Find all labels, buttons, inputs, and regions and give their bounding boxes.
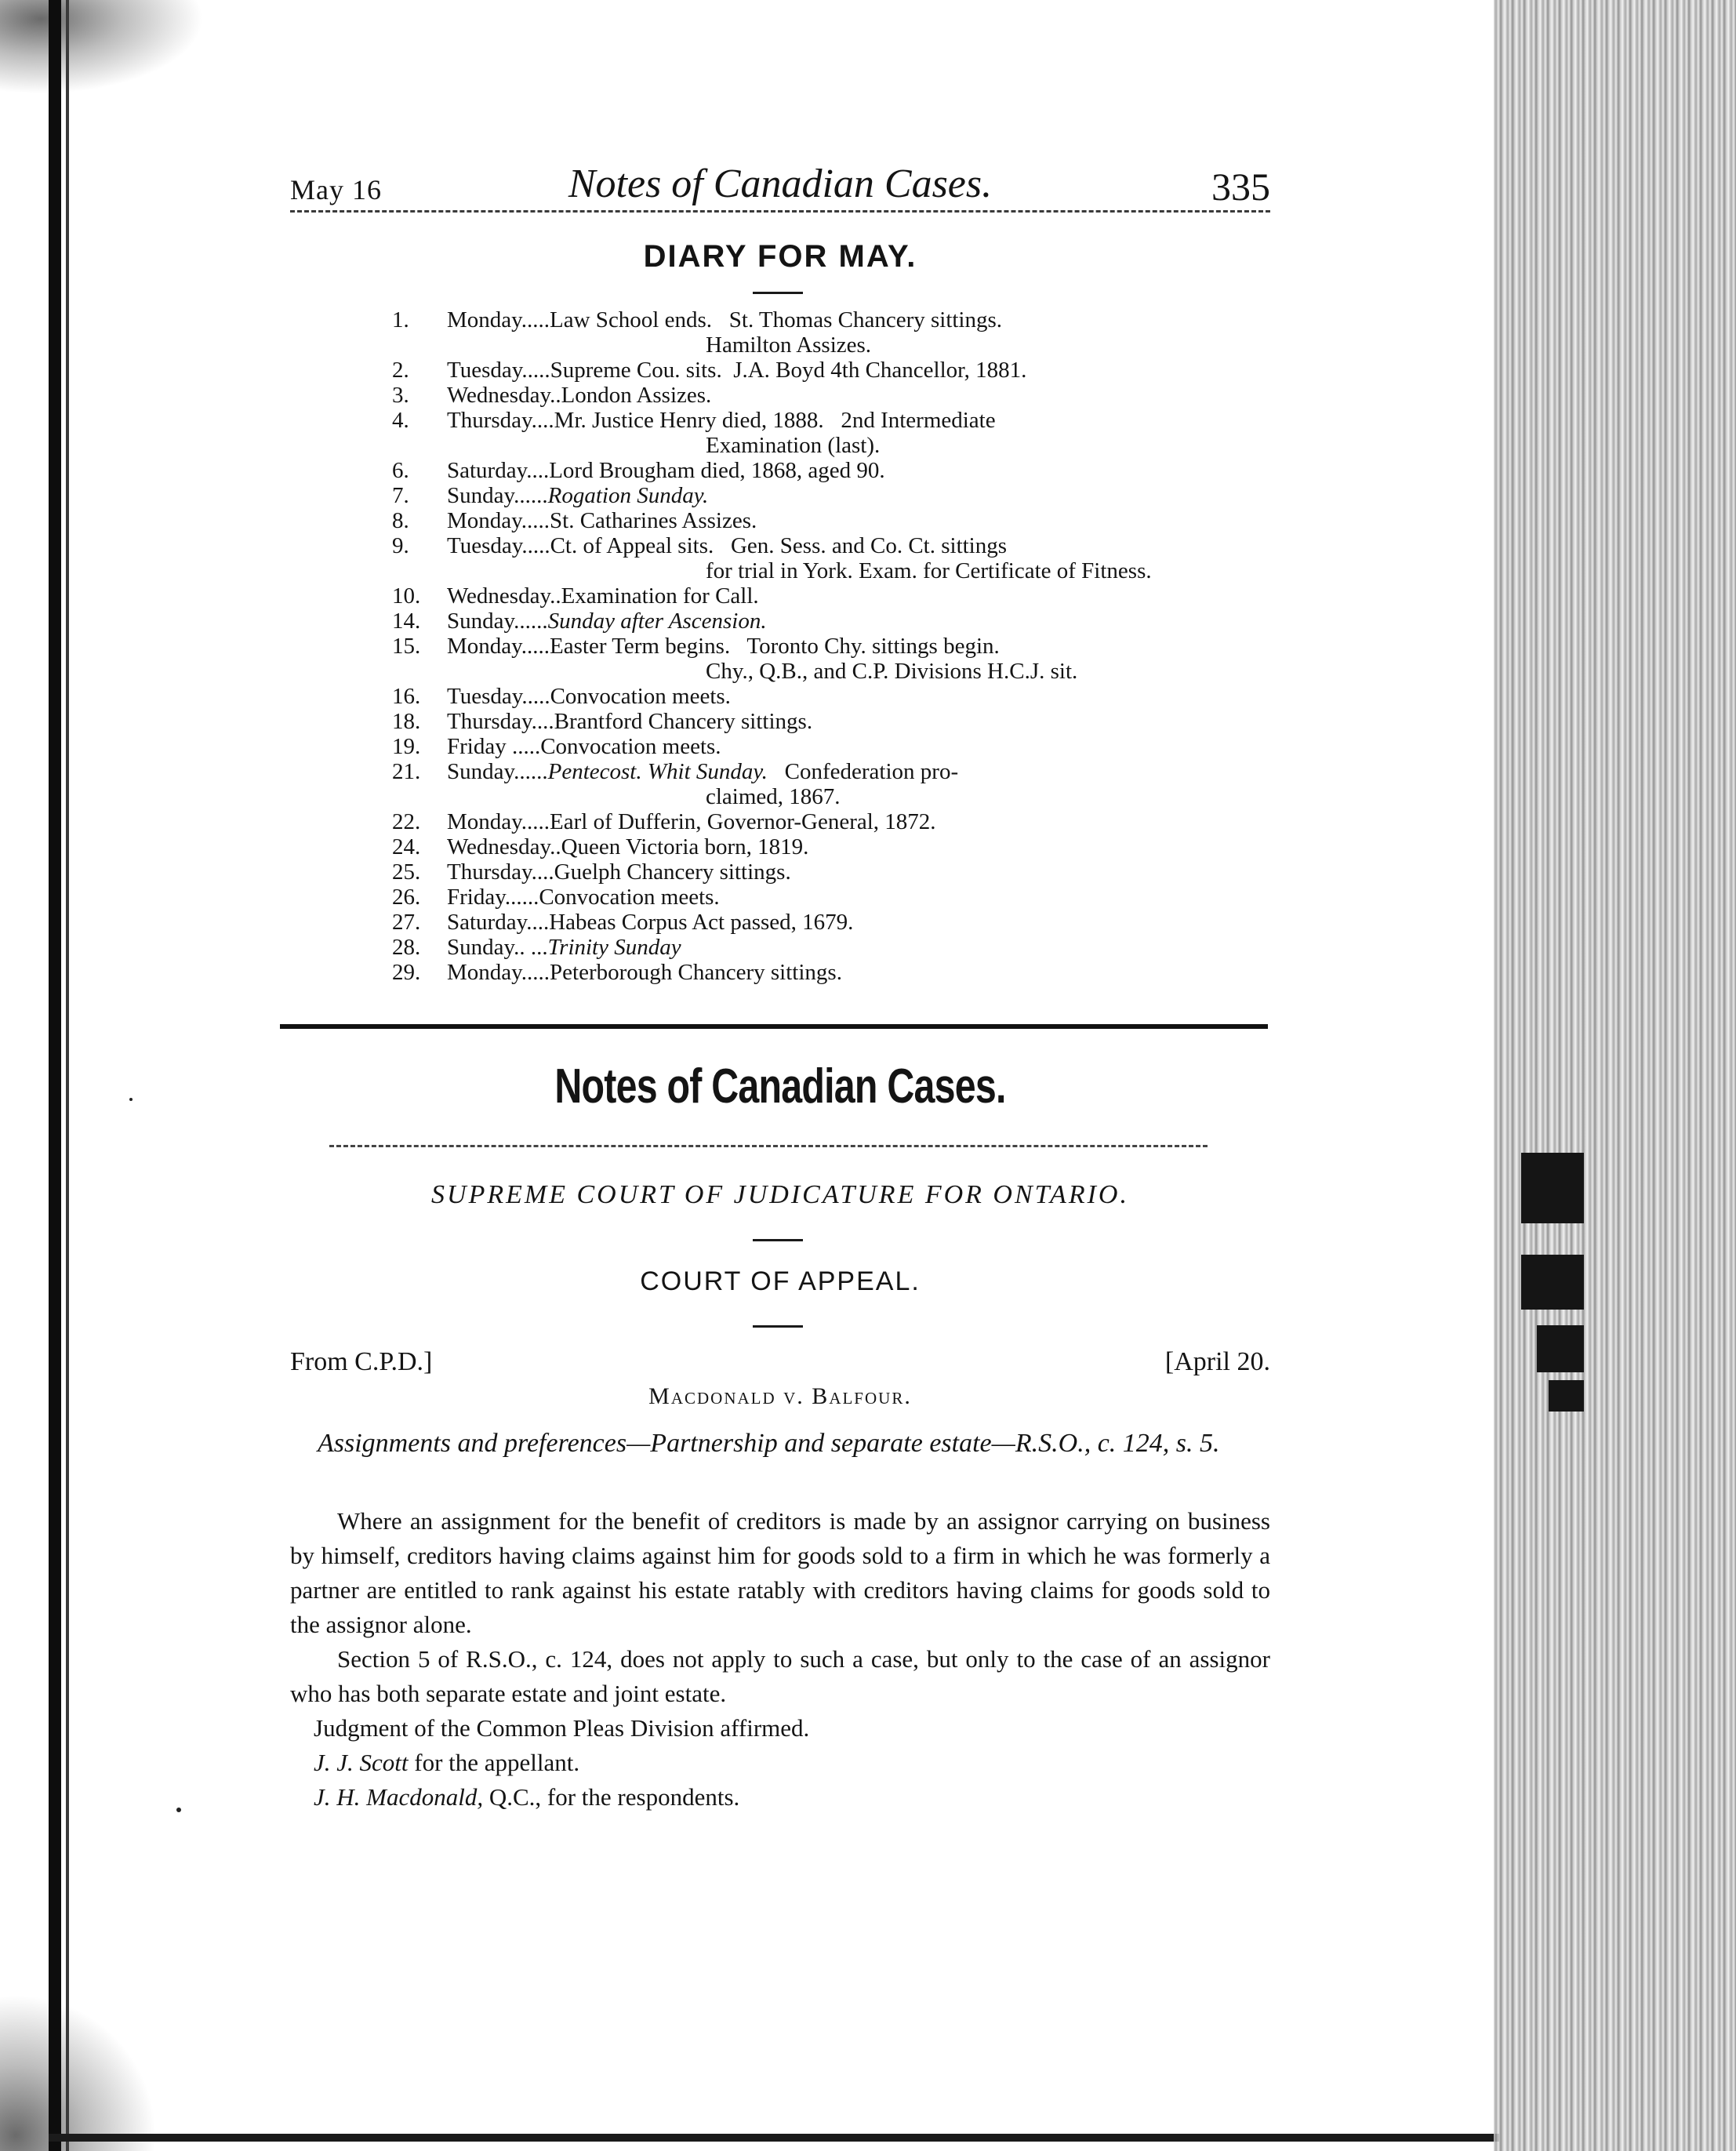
counsel-name: J. H. Macdonald, (314, 1783, 484, 1811)
diary-title: DIARY FOR MAY. (643, 239, 917, 274)
diary-entry-number: 16. (392, 684, 421, 709)
diary-entry-day: Sunday...... (447, 483, 548, 508)
diary-entry (361, 885, 1231, 910)
diary-entry-text: Confederation pro- (767, 759, 959, 784)
diary-entry-day: Sunday...... (447, 759, 548, 784)
scan-bottom-border (49, 2134, 1499, 2142)
diary-entry (361, 609, 1231, 634)
diary-entry-number: 26. (392, 885, 421, 910)
header-title: Notes of Canadian Cases. (568, 162, 993, 206)
diary-entry-text: Peterborough Chancery sittings. (550, 960, 842, 985)
header-date: May 16 (290, 174, 382, 205)
diary-entry-day: Sunday...... (447, 609, 548, 634)
diary-entry-number: 19. (392, 734, 421, 759)
diary-entry (361, 408, 1231, 458)
diary-entry (361, 508, 1231, 533)
diary-entry (361, 383, 1231, 408)
diary-entry-number: 4. (392, 408, 409, 433)
page-number: 335 (1211, 165, 1270, 209)
diary-entry-text: Earl of Dufferin, Governor-General, 1872. (550, 809, 936, 834)
diary-entry-day: Monday..... (447, 508, 550, 533)
diary-entry (361, 834, 1231, 859)
diary-entry-number: 6. (392, 458, 409, 483)
diary-entry-text: Easter Term begins. Toronto Chy. sittings begin. (550, 634, 1000, 659)
scan-edge-mark (1549, 1380, 1584, 1412)
diary-entry-number: 22. (392, 809, 421, 834)
diary-entry (361, 458, 1231, 483)
diary-entry-day: Sunday.. ... (447, 935, 548, 960)
diary-entry-text: Queen Victoria born, 1819. (561, 834, 809, 859)
diary-entry (361, 634, 1231, 684)
diary-entry-day: Monday..... (447, 307, 550, 332)
diary-entry-text: Convocation meets. (540, 734, 721, 759)
scan-left-border (49, 0, 61, 2151)
diary-entry-continuation: Chy., Q.B., and C.P. Divisions H.C.J. sit. (706, 659, 1078, 684)
diary-entry (361, 709, 1231, 734)
diary-title-rule (753, 292, 803, 294)
diary-entry-day: Wednesday.. (447, 834, 561, 859)
diary-entry-number: 24. (392, 834, 421, 859)
diary-entry-text: Examination for Call. (561, 583, 759, 609)
diary-entry-day: Monday..... (447, 634, 550, 659)
diary-entry (361, 960, 1231, 985)
diary-entry-day: Thursday.... (447, 709, 554, 734)
diary-entry-text: Brantford Chancery sittings. (554, 709, 813, 734)
diary-entry-number: 25. (392, 859, 421, 885)
diary-entry (361, 533, 1231, 583)
scan-left-border-inner (66, 0, 69, 2151)
diary-entry (361, 809, 1231, 834)
diary-entry-day: Monday..... (447, 960, 550, 985)
diary-entry-number: 28. (392, 935, 421, 960)
counsel-name: J. J. Scott (314, 1749, 409, 1776)
diary-entry-day: Saturday.... (447, 910, 550, 935)
diary-entry-text: London Assizes. (561, 383, 712, 408)
diary-entry (361, 358, 1231, 383)
case-origin: From C.P.D.] (290, 1347, 433, 1376)
diary-entry (361, 910, 1231, 935)
diary-entry-number: 27. (392, 910, 421, 935)
diary-entry-italic-text: Pentecost. Whit Sunday. (547, 759, 768, 784)
diary-entry-number: 7. (392, 483, 409, 508)
diary-entry-text: Sunday after Ascension. (547, 609, 767, 634)
diary-entry-number: 10. (392, 583, 421, 609)
diary-entry-number: 3. (392, 383, 409, 408)
diary-entry (361, 583, 1231, 609)
diary-entry-text: Supreme Cou. sits. J.A. Boyd 4th Chancellor, 1881. (550, 358, 1027, 383)
diary-entry (361, 935, 1231, 960)
diary-entry-text: Lord Brougham died, 1868, aged 90. (549, 458, 885, 483)
case-paragraph: Section 5 of R.S.O., c. 124, does not apply to such a case, but only to the case of an assignor who has both separate estate and joint estate. (290, 1645, 1270, 1707)
scan-edge-mark (1521, 1153, 1584, 1223)
diary-entry-number: 29. (392, 960, 421, 985)
diary-entry-number: 1. (392, 307, 409, 332)
diary-entry-number: 8. (392, 508, 409, 533)
diary-entry-day: Thursday.... (447, 408, 554, 433)
diary-entry-text: Law School ends. St. Thomas Chancery sittings. (550, 307, 1003, 332)
counsel-line (290, 1780, 1270, 1815)
diary-entry-number: 14. (392, 609, 421, 634)
diary-entry-day: Friday ..... (447, 734, 541, 759)
diary-entry-text: Convocation meets. (550, 684, 731, 709)
diary-entry (361, 734, 1231, 759)
diary-entry-day: Monday..... (447, 809, 550, 834)
diary-entry-continuation: Examination (last). (706, 433, 881, 458)
scan-edge-mark (1521, 1255, 1584, 1310)
diary-entry-number: 15. (392, 634, 421, 659)
section-title-rule (329, 1145, 1208, 1147)
scan-smudge-top-left (0, 0, 204, 94)
diary-entry-continuation: Hamilton Assizes. (706, 332, 872, 358)
scan-page-edge (1494, 0, 1736, 2151)
diary-list (361, 307, 1231, 985)
counsel-role: Q.C., for the respondents. (483, 1783, 740, 1811)
scan-edge-mark (1537, 1325, 1584, 1372)
stray-mark (129, 1098, 133, 1101)
diary-entry-text: Convocation meets. (539, 885, 720, 910)
case-paragraph: Where an assignment for the benefit of creditors is made by an assignor carrying on business by himself, creditors having claims against him for goods sold to a firm in which he was formerly a partner are entitled to rank against his estate ratably with creditors having claims for goods sold to the assignor alone. (290, 1507, 1270, 1638)
diary-entry-number: 21. (392, 759, 421, 784)
case-paragraph: Judgment of the Common Pleas Division affirmed. (314, 1714, 810, 1742)
diary-entry-day: Wednesday.. (447, 383, 561, 408)
diary-entry-text: Trinity Sunday (547, 935, 681, 960)
diary-entry-number: 9. (392, 533, 409, 558)
case-headnote: Assignments and preferences—Partnership and separate estate—R.S.O., c. 124, s. 5. (318, 1429, 1220, 1458)
header-rule (290, 210, 1270, 213)
diary-entry-day: Saturday.... (447, 458, 550, 483)
court-name: SUPREME COURT OF JUDICATURE FOR ONTARIO. (431, 1180, 1129, 1209)
diary-entry-day: Friday...... (447, 885, 539, 910)
diary-entry-day: Wednesday.. (447, 583, 561, 609)
diary-entry (361, 859, 1231, 885)
subcourt-name: COURT OF APPEAL. (640, 1266, 921, 1296)
diary-entry-number: 2. (392, 358, 409, 383)
section-divider (280, 1024, 1268, 1029)
diary-entry-text: Habeas Corpus Act passed, 1679. (549, 910, 854, 935)
diary-entry-text: Ct. of Appeal sits. Gen. Sess. and Co. Ct. sittings (550, 533, 1008, 558)
diary-entry-day: Tuesday..... (447, 533, 550, 558)
case-date: [April 20. (1164, 1347, 1270, 1376)
case-name: Macdonald v. Balfour. (648, 1383, 912, 1409)
running-header (290, 161, 1270, 216)
subcourt-rule (753, 1325, 803, 1328)
case-body (290, 1504, 1270, 1815)
court-rule (753, 1239, 803, 1241)
diary-entry-text: St. Catharines Assizes. (550, 508, 757, 533)
diary-entry (361, 483, 1231, 508)
counsel-line (290, 1746, 1270, 1780)
scan-smudge-bottom-left (0, 1994, 157, 2151)
diary-entry-continuation: claimed, 1867. (706, 784, 841, 809)
diary-entry-continuation: for trial in York. Exam. for Certificate of Fitness. (706, 558, 1152, 583)
diary-entry-day: Tuesday..... (447, 684, 550, 709)
section-title: Notes of Canadian Cases. (554, 1059, 1006, 1114)
diary-entry-number: 18. (392, 709, 421, 734)
diary-entry-text: Guelph Chancery sittings. (554, 859, 791, 885)
diary-entry-day: Thursday.... (447, 859, 554, 885)
diary-entry (361, 684, 1231, 709)
stray-mark (176, 1808, 181, 1812)
counsel-role: for the appellant. (408, 1749, 580, 1776)
diary-entry-text: Rogation Sunday. (547, 483, 709, 508)
diary-entry (361, 759, 1231, 809)
diary-entry-text: Mr. Justice Henry died, 1888. 2nd Intermediate (554, 408, 996, 433)
diary-entry (361, 307, 1231, 358)
diary-entry-day: Tuesday..... (447, 358, 550, 383)
